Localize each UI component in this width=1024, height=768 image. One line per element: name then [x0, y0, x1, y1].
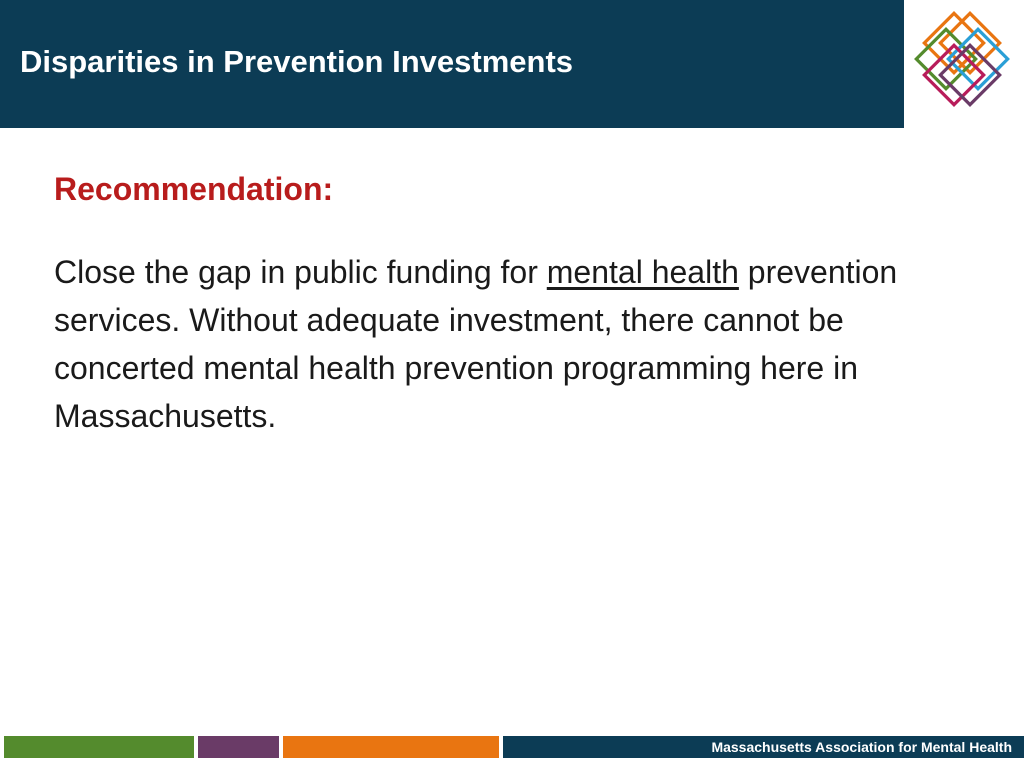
- mental-health-link[interactable]: mental health: [546, 254, 739, 290]
- page-title: Disparities in Prevention Investments: [20, 44, 574, 79]
- header-banner: [0, 0, 904, 128]
- recommendation-heading: Recommendation:: [54, 171, 334, 207]
- paragraph-text-start: Close the gap in public funding for: [54, 254, 547, 290]
- paragraph-text-end: prevention services. Without adequate investment, there cannot be concerted mental health prevention programming here in Massachusetts.: [54, 254, 898, 434]
- footer-organization: Massachusetts Association for Mental Health: [711, 739, 1012, 755]
- interlocking-diamonds-logo-icon: [906, 0, 1024, 128]
- footer-bar-navy: [503, 736, 1024, 758]
- logo: [906, 0, 1024, 128]
- footer-bar-purple: [198, 736, 279, 758]
- footer-bar-orange: [283, 736, 499, 758]
- recommendation-paragraph: [54, 248, 954, 440]
- footer-bar-green: [4, 736, 194, 758]
